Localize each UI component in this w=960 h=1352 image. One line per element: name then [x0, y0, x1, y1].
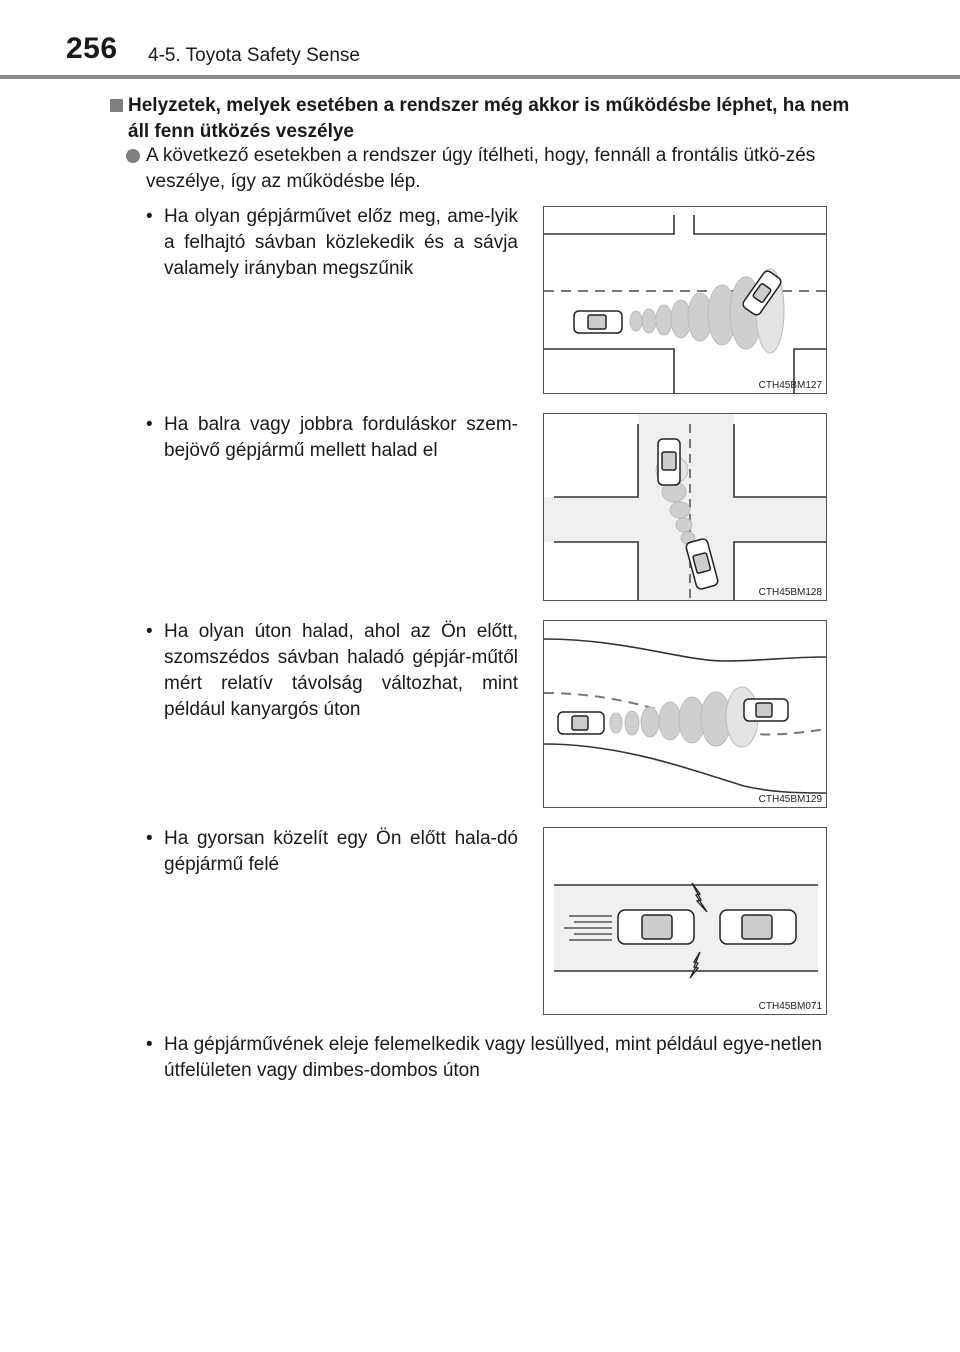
figure-code: CTH45BM071: [758, 1001, 822, 1012]
subsection-heading-text: Helyzetek, melyek esetében a rendszer még akkor is működésbe léphet, ha nem áll fenn ütközés veszélye: [128, 95, 850, 142]
figure-code: CTH45BM128: [758, 587, 822, 598]
section-title: 4-5. Toyota Safety Sense: [148, 45, 360, 66]
bullet-mark: •: [146, 414, 153, 435]
figure-code: CTH45BM129: [758, 794, 822, 805]
bullet-mark: •: [146, 206, 153, 227]
illustration-rapid-approach: [543, 827, 827, 1015]
list-item: [146, 204, 518, 282]
figure-code: CTH45BM127: [758, 380, 822, 391]
list-item: [146, 1032, 866, 1084]
page-number: 256: [66, 32, 118, 65]
list-item: [146, 619, 518, 723]
illustration-turning-oncoming: [543, 413, 827, 601]
round-bullet-icon: [126, 149, 140, 163]
bullet-mark: •: [146, 1034, 153, 1055]
illustration-merging-lane: [543, 206, 827, 394]
merging-lane-drawing: [544, 207, 827, 394]
list-item: [146, 412, 518, 464]
intro-text: A következő esetekben a rendszer úgy ítélheti, hogy, fennáll a frontális ütkö-zés veszélye, így az működésbe lép.: [146, 145, 816, 192]
page-header: [0, 0, 960, 80]
header-rule: [0, 75, 960, 79]
list-item-text: Ha balra vagy jobbra forduláskor szem-bejövő gépjármű mellett halad el: [164, 414, 518, 461]
illustration-curved-road: [543, 620, 827, 808]
rapid-approach-drawing: [544, 828, 827, 1015]
intersection-drawing: [544, 414, 827, 601]
list-item-text: Ha olyan gépjárművet előz meg, ame-lyik a felhajtó sávban közlekedik és a sávja valamely irányban megszűnik: [164, 206, 518, 279]
list-item-text: Ha gépjárművének eleje felemelkedik vagy lesüllyed, mint például egye-netlen útfelületen vagy dimbes-dombos úton: [164, 1034, 822, 1081]
intro-paragraph: [126, 143, 866, 195]
square-bullet-icon: [110, 99, 123, 112]
bullet-mark: •: [146, 621, 153, 642]
subsection-heading: [110, 93, 870, 145]
curved-road-drawing: [544, 621, 827, 808]
bullet-mark: •: [146, 828, 153, 849]
list-item-text: Ha olyan úton halad, ahol az Ön előtt, szomszédos sávban haladó gépjár-műtől mért relatív távolság változhat, mint például kanyargós úton: [164, 621, 518, 720]
list-item-text: Ha gyorsan közelít egy Ön előtt hala-dó gépjármű felé: [164, 828, 518, 875]
list-item: [146, 826, 518, 878]
